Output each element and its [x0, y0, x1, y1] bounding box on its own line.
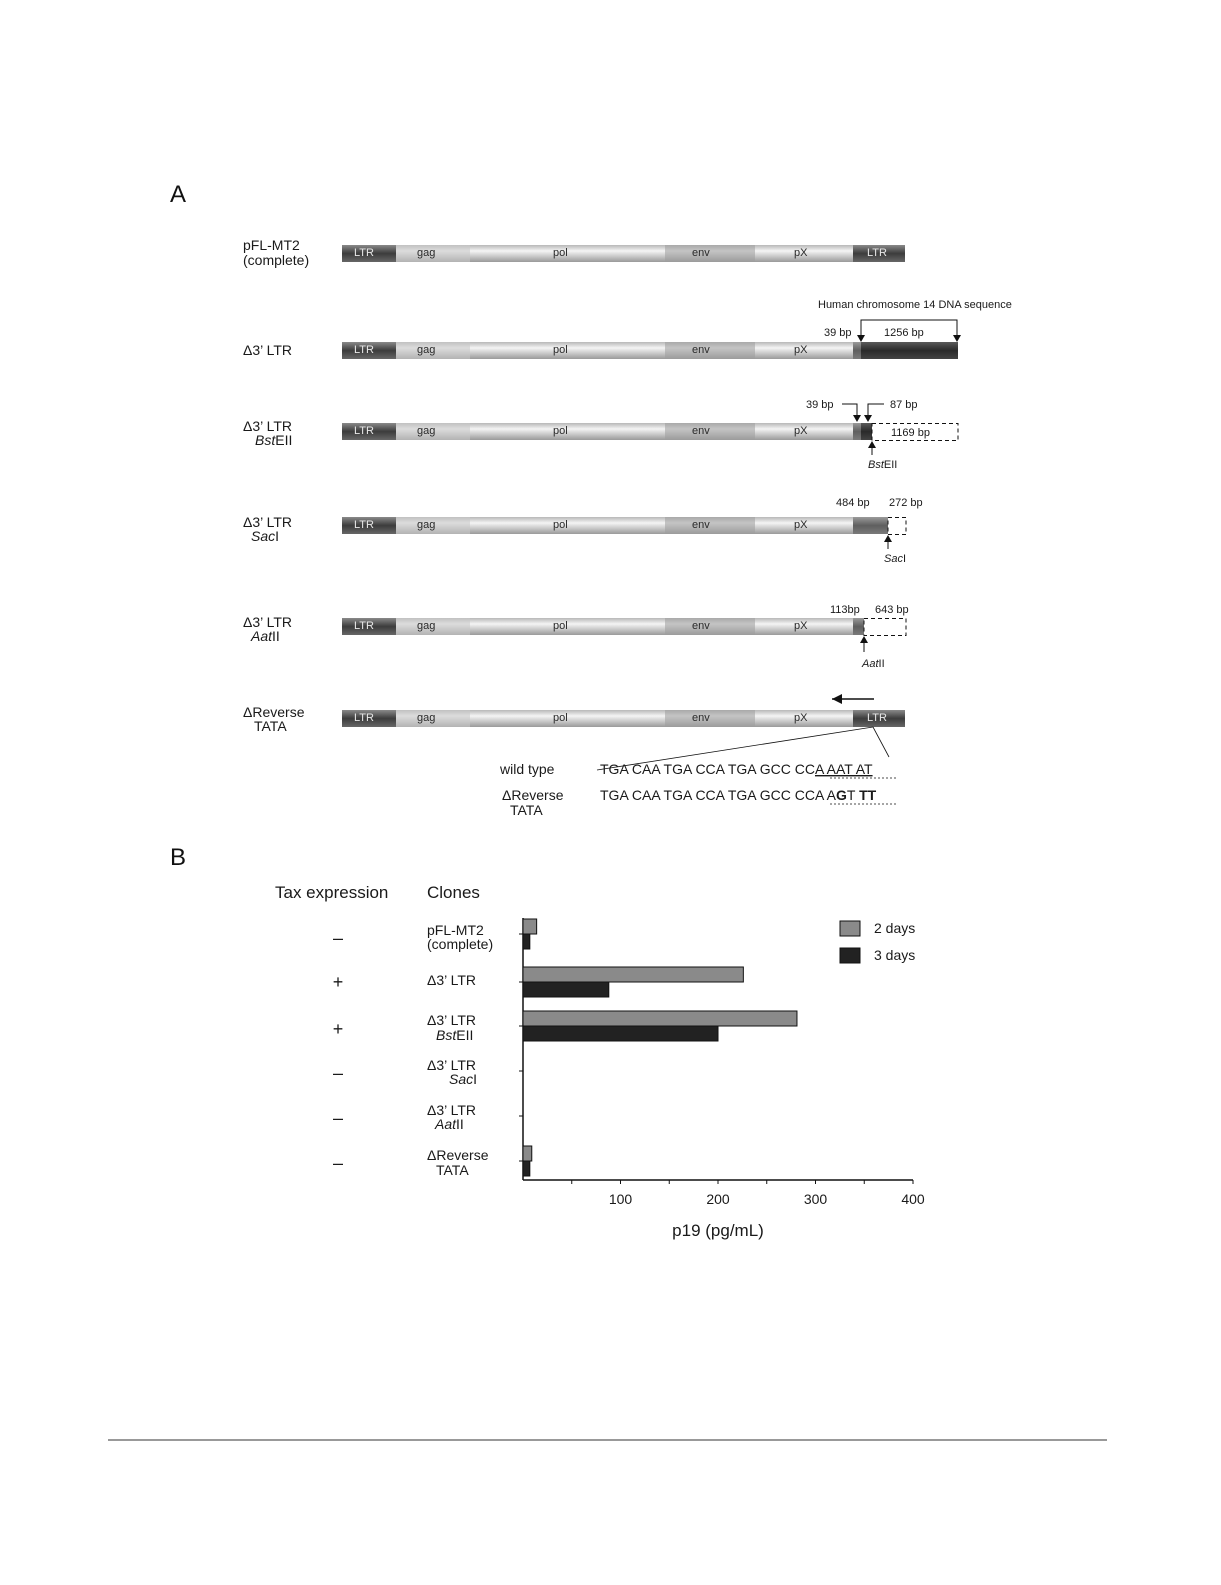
restriction-site-label: SacI	[884, 553, 907, 565]
tax-sign: –	[332, 1153, 344, 1173]
clone-label: TATA	[436, 1162, 469, 1178]
clone-label: ΔReverse	[427, 1147, 489, 1163]
svg-text:gag: gag	[417, 620, 436, 632]
mutant-label: TATA	[510, 802, 543, 818]
deleted-region	[864, 619, 906, 636]
construct-label: (complete)	[243, 252, 310, 268]
annotation: 39 bp	[806, 399, 834, 411]
construct-label-site: BstEII	[255, 432, 293, 448]
svg-text:LTR: LTR	[354, 519, 374, 531]
construct-label-site: SacI	[251, 528, 280, 544]
tax-sign: +	[332, 972, 344, 992]
svg-text:pol: pol	[553, 247, 568, 259]
bar	[523, 1026, 718, 1041]
annotation: 484 bp	[836, 497, 870, 509]
x-tick-label: 200	[706, 1191, 730, 1207]
construct-labels	[243, 237, 309, 734]
svg-text:pX: pX	[794, 344, 808, 356]
restriction-site-label: AatII	[862, 658, 885, 670]
clone-label: Δ3’ LTR	[427, 1102, 477, 1118]
svg-text:LTR: LTR	[354, 620, 374, 632]
human-dna-segment	[861, 342, 958, 359]
legend-swatch	[840, 948, 860, 963]
deleted-region	[888, 518, 906, 535]
svg-text:pol: pol	[553, 712, 568, 724]
construct-map-delta-3ltr-bsteii	[342, 399, 958, 471]
legend-label: 2 days	[874, 920, 916, 936]
bar	[523, 982, 609, 997]
clone-label: BstEII	[436, 1027, 474, 1043]
annotation: 39 bp	[824, 327, 852, 339]
svg-text:pol: pol	[553, 425, 568, 437]
construct-label: pFL-MT2	[243, 237, 300, 253]
bar	[523, 967, 743, 982]
construct-map-delta-3ltr	[342, 299, 1012, 359]
svg-text:env: env	[692, 344, 710, 356]
svg-text:env: env	[692, 425, 710, 437]
svg-text:LTR: LTR	[354, 247, 374, 259]
clone-label: Δ3’ LTR	[427, 972, 477, 988]
construct-map-delta-3ltr-saci	[342, 497, 923, 565]
svg-text:env: env	[692, 247, 710, 259]
svg-text:pol: pol	[553, 519, 568, 531]
tax-expression-header: Tax expression	[275, 883, 389, 902]
svg-text:pol: pol	[553, 620, 568, 632]
annotation: 87 bp	[890, 399, 918, 411]
panel-a-label: A	[170, 181, 187, 208]
mutant-sequence: TGA CAA TGA CCA TGA GCC CCA AGT TT	[600, 787, 877, 803]
construct-label: Δ3’ LTR	[243, 342, 293, 358]
svg-text:LTR: LTR	[354, 344, 374, 356]
svg-text:gag: gag	[417, 247, 436, 259]
clone-label: Δ3’ LTR	[427, 1012, 477, 1028]
svg-text:LTR: LTR	[867, 712, 887, 724]
clone-label: (complete)	[427, 936, 494, 952]
svg-text:pX: pX	[794, 247, 808, 259]
annotation: Human chromosome 14 DNA sequence	[818, 299, 1012, 311]
svg-text:LTR: LTR	[867, 247, 887, 259]
clones-header: Clones	[427, 883, 480, 902]
wild-type-sequence: TGA CAA TGA CCA TGA GCC CCA AAT AT	[600, 761, 873, 777]
panel-b-label: B	[170, 844, 187, 871]
tax-sign: –	[332, 928, 344, 948]
svg-text:pX: pX	[794, 620, 808, 632]
clone-label: Δ3’ LTR	[427, 1057, 477, 1073]
svg-text:env: env	[692, 620, 710, 632]
legend-label: 3 days	[874, 947, 916, 963]
svg-text:gag: gag	[417, 519, 436, 531]
x-tick-label: 300	[803, 1191, 828, 1207]
restriction-site-label: BstEII	[868, 459, 898, 471]
construct-map-pfl-mt2	[342, 245, 905, 262]
construct-label: ΔReverse	[243, 704, 305, 720]
svg-text:env: env	[692, 712, 710, 724]
svg-text:gag: gag	[417, 425, 436, 437]
bar	[523, 1146, 532, 1161]
bar	[523, 934, 530, 949]
svg-text:LTR: LTR	[354, 712, 374, 724]
p19-bar-chart	[519, 918, 925, 1240]
svg-text:pX: pX	[794, 425, 808, 437]
svg-text:pX: pX	[794, 519, 808, 531]
svg-text:LTR: LTR	[354, 425, 374, 437]
tax-sign: –	[332, 1063, 344, 1083]
svg-text:gag: gag	[417, 712, 436, 724]
svg-text:pol: pol	[553, 344, 568, 356]
construct-label: Δ3’ LTR	[243, 514, 293, 530]
annotation: 643 bp	[875, 604, 909, 616]
x-tick-label: 100	[608, 1191, 633, 1207]
x-tick-label: 400	[901, 1191, 925, 1207]
tax-sign: –	[332, 1108, 344, 1128]
tax-sign: +	[332, 1019, 344, 1039]
clone-label: AatII	[435, 1116, 464, 1132]
construct-map-delta-3ltr-aatii	[342, 604, 909, 670]
construct-label: Δ3’ LTR	[243, 418, 293, 434]
annotation: 1256 bp	[884, 327, 924, 339]
construct-label: TATA	[254, 718, 287, 734]
annotation: 272 bp	[889, 497, 923, 509]
svg-text:1169 bp: 1169 bp	[891, 427, 930, 439]
svg-text:pX: pX	[794, 712, 808, 724]
env-segment	[665, 245, 755, 262]
bar	[523, 1011, 797, 1026]
clone-label: pFL-MT2	[427, 922, 484, 938]
construct-label-site: AatII	[251, 628, 280, 644]
bar	[523, 1161, 530, 1176]
legend-swatch	[840, 921, 860, 936]
x-axis-label: p19 (pg/mL)	[672, 1221, 764, 1240]
wild-type-label: wild type	[500, 761, 555, 777]
sequence-comparison	[499, 761, 898, 818]
svg-text:env: env	[692, 519, 710, 531]
panel-b-rows	[333, 922, 493, 1178]
clone-label: SacI	[449, 1071, 478, 1087]
bar	[523, 919, 537, 934]
mutant-label: ΔReverse	[502, 787, 564, 803]
construct-map-delta-reverse-tata	[342, 694, 905, 770]
svg-text:gag: gag	[417, 344, 436, 356]
construct-label: Δ3’ LTR	[243, 614, 293, 630]
annotation: 113bp	[830, 604, 860, 616]
